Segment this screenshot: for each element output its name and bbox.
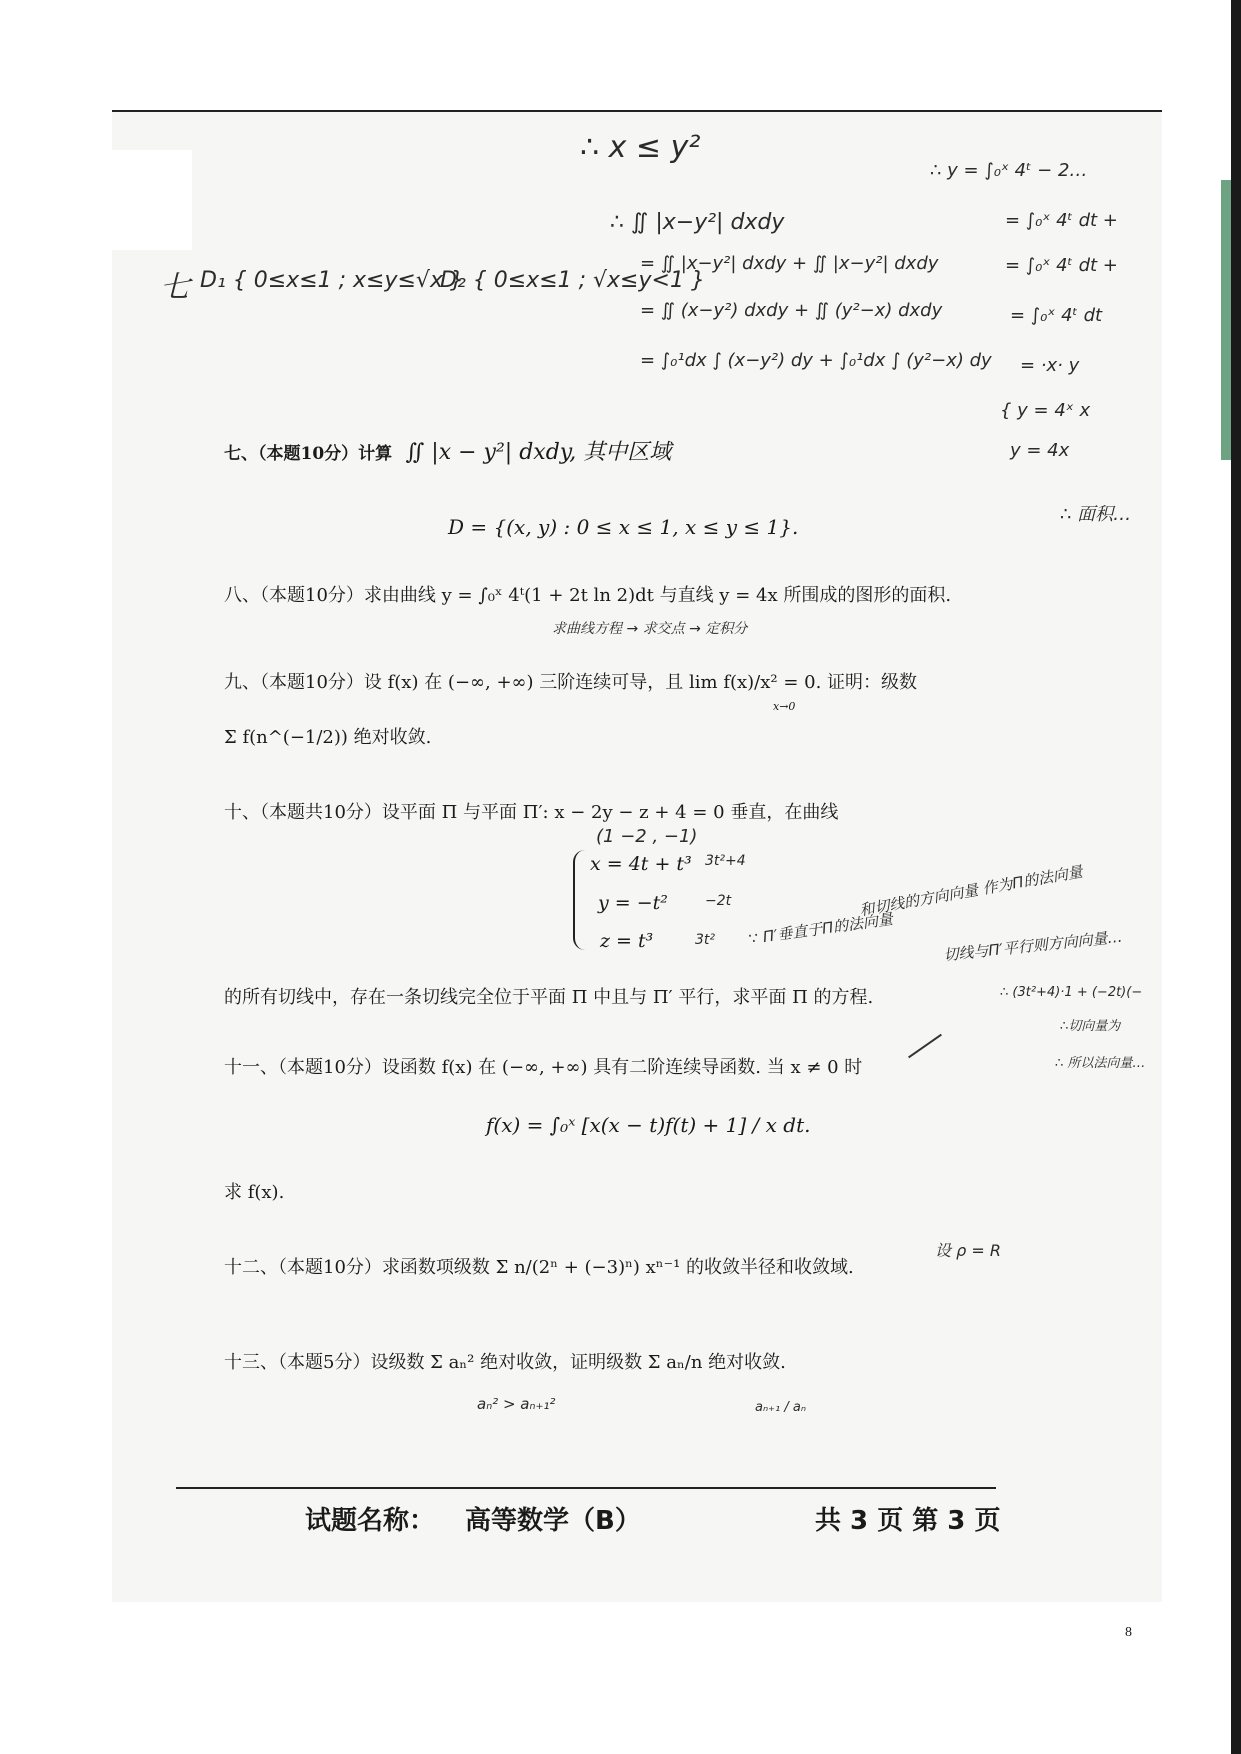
handwritten-top-note: ∴ x ≤ y² <box>580 130 701 165</box>
curve-eq-y: y = −t² <box>598 892 668 914</box>
handwritten-q10-note-1: ∵ Π′垂直于Π的法向量 <box>747 909 894 949</box>
right-note-line: ∴ 面积… <box>1060 504 1132 525</box>
curve-eq-x: x = 4t + t³ <box>590 853 692 875</box>
question-12: 十二、（本题10分）求函数项级数 Σ n/(2ⁿ + (−3)ⁿ) xⁿ⁻¹ 的收敛半径和收敛域. <box>224 1257 854 1278</box>
question-7-domain: D = {(x, y) : 0 ≤ x ≤ 1, x ≤ y ≤ 1}. <box>448 515 799 539</box>
right-note-line: = ·x· y <box>1020 355 1080 376</box>
question-10-tail: 的所有切线中，存在一条切线完全位于平面 Π 中且与 Π′ 平行，求平面 Π 的方程. <box>224 987 874 1008</box>
question-11-ask: 求 f(x). <box>224 1182 285 1203</box>
handwritten-derivative: 3t²+4 <box>705 853 746 869</box>
handwritten-q10-note-2: 和切线的方向向量 作为Π的法向量 <box>858 862 1084 920</box>
handwritten-d1: D₁ { 0≤x≤1 ; x≤y≤√x } <box>200 268 464 293</box>
right-note-line: = ∫₀ˣ 4ᵗ dt + <box>1005 255 1118 276</box>
handwritten-derivative: 3t² <box>695 932 716 948</box>
question-9: 九、（本题10分）设 f(x) 在 (−∞, +∞) 三阶连续可导，且 lim f(x)/x² = 0. 证明：级数 <box>224 672 918 693</box>
question-7-label: 七、（本题10分）计算 <box>224 444 393 464</box>
question-7-expr: ∬ |x − y²| dxdy, 其中区域 <box>405 440 672 465</box>
question-8: 八、（本题10分）求由曲线 y = ∫₀ˣ 4ᵗ(1 + 2t ln 2)dt 与直线 y = 4x 所围成的图形的面积. <box>224 585 952 606</box>
system-brace <box>573 850 587 950</box>
right-note-line: { y = 4ˣ x <box>1000 400 1091 421</box>
page-number: 8 <box>1125 1625 1132 1640</box>
question-9-limit-sub: x→0 <box>773 700 796 713</box>
question-11-formula: f(x) = ∫₀ˣ [x(x − t)f(t) + 1] / x dt. <box>486 1113 811 1137</box>
scan-right-edge <box>1231 0 1241 1754</box>
question-11: 十一、（本题10分）设函数 f(x) 在 (−∞, +∞) 具有二阶连续导函数. 当 x ≠ 0 时 <box>224 1057 863 1078</box>
handwritten-q13-note-1: aₙ² > aₙ₊₁² <box>477 1395 556 1413</box>
question-9-series: Σ f(n^(−1/2)) 绝对收敛. <box>224 727 432 748</box>
handwritten-q13-note-2: aₙ₊₁ / aₙ <box>755 1400 807 1415</box>
question-7 <box>224 438 671 469</box>
right-note-line: ∴ y = ∫₀ˣ 4ᵗ − 2… <box>930 160 1088 181</box>
right-note-line: = ∫₀ˣ 4ᵗ dt + <box>1005 210 1118 231</box>
redaction-patch <box>112 150 192 250</box>
handwritten-integral-4: = ∫₀¹dx ∫ (x−y²) dy + ∫₀¹dx ∫ (y²−x) dy <box>640 350 992 371</box>
handwritten-integral-1: ∴ ∬ |x−y²| dxdy <box>610 210 785 235</box>
curve-eq-z: z = t³ <box>600 930 654 952</box>
right-note-line: = ∫₀ˣ 4ᵗ dt <box>1010 305 1103 326</box>
question-10: 十、（本题共10分）设平面 Π 与平面 Π′: x − 2y − z + 4 = 0 垂直，在曲线 <box>224 802 839 823</box>
handwritten-q12-note: 设 ρ = R <box>935 1241 1001 1260</box>
handwritten-q10-note-4: ∴ (3t²+4)·1 + (−2t)(− <box>1000 985 1143 1000</box>
question-13: 十三、（本题5分）设级数 Σ aₙ² 绝对收敛，证明级数 Σ aₙ/n 绝对收敛. <box>224 1352 786 1373</box>
right-note-line: y = 4x <box>1010 440 1070 461</box>
handwritten-q8-note: 求曲线方程 → 求交点 → 定积分 <box>552 621 748 637</box>
handwritten-integral-2: = ∬ |x−y²| dxdy + ∬ |x−y²| dxdy <box>640 253 939 274</box>
handwritten-d2: D₂ { 0≤x≤1 ; √x≤y<1 } <box>440 268 705 293</box>
handwritten-derivative: −2t <box>705 893 732 909</box>
handwritten-q10-point: (1 −2 , −1) <box>596 826 698 847</box>
footer-course: 高等数学（B） <box>465 1506 641 1536</box>
footer-rule <box>176 1487 996 1489</box>
scan-green-artifact <box>1221 180 1231 460</box>
footer-pages: 共 3 页 第 3 页 <box>815 1506 1001 1536</box>
handwritten-q10-note-5: ∴切向量为 <box>1060 1019 1121 1034</box>
handwritten-q10-note-6: ∴ 所以法向量… <box>1055 1056 1146 1071</box>
handwritten-seven-label: 七 <box>160 270 190 305</box>
handwritten-integral-3: = ∬ (x−y²) dxdy + ∬ (y²−x) dxdy <box>640 300 943 321</box>
footer-name-label: 试题名称： <box>305 1506 436 1536</box>
handwritten-q10-note-3: 切线与Π′平行则方向向量… <box>942 927 1124 965</box>
